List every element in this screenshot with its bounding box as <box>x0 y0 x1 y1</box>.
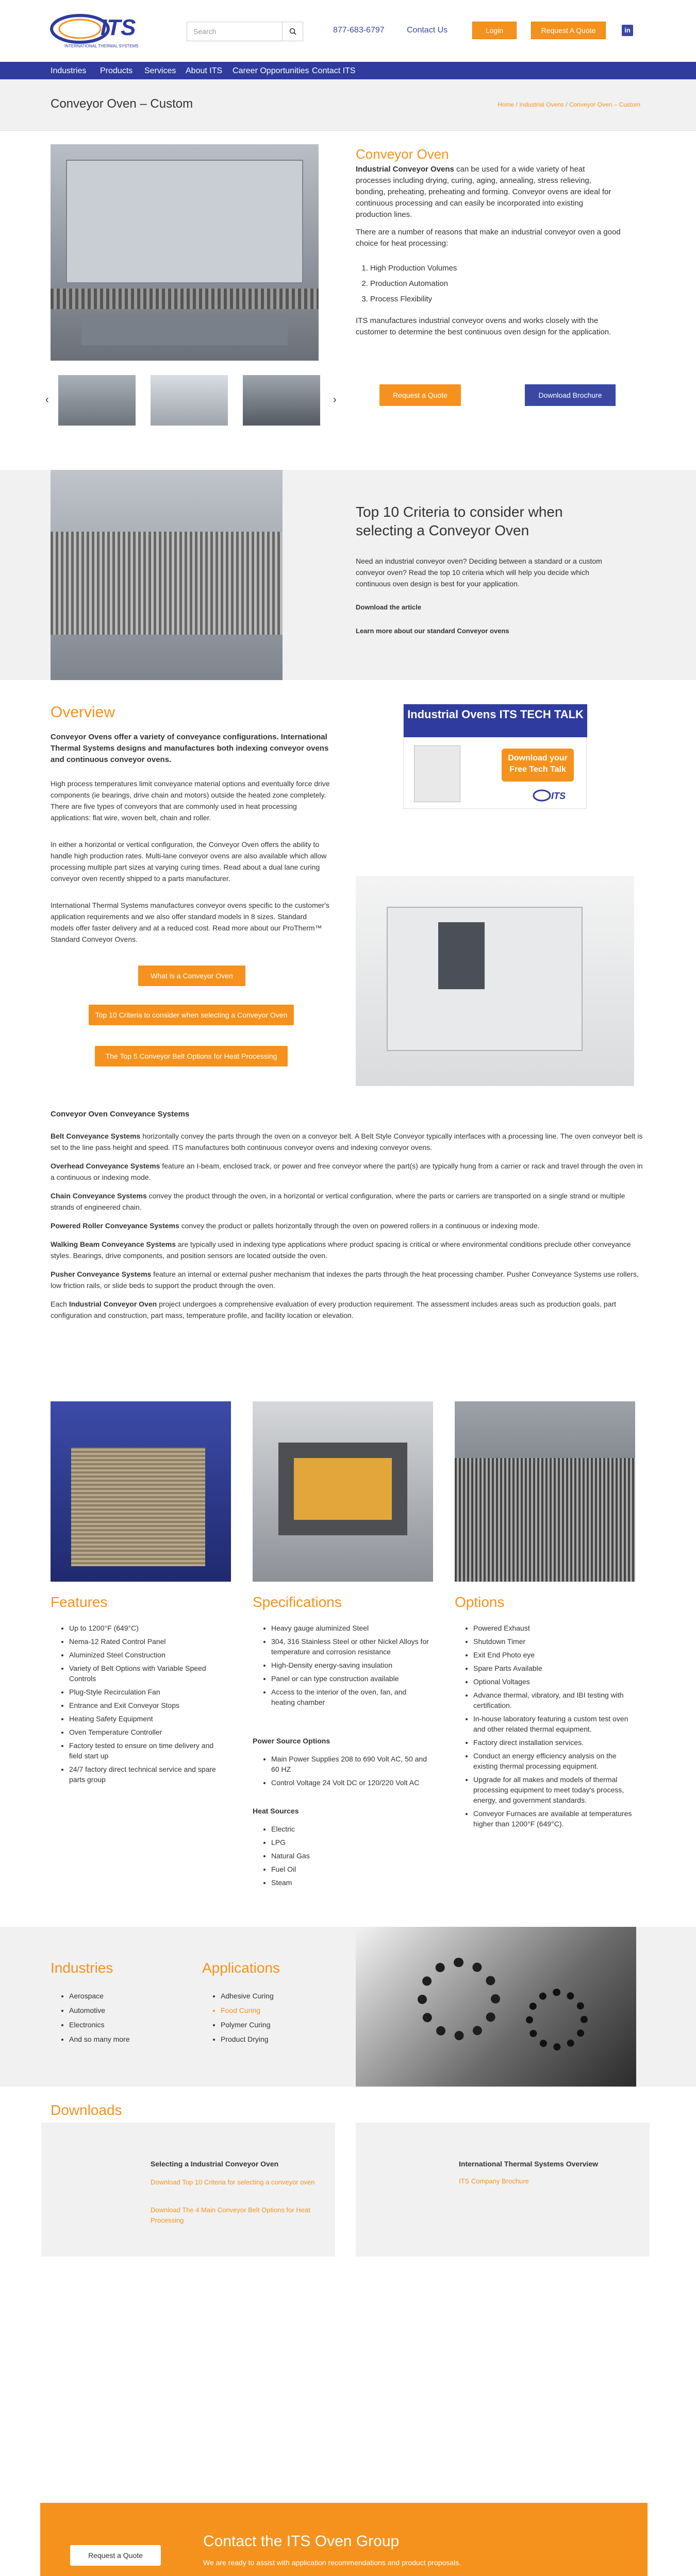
list-item: • Adhesive Curing <box>221 1989 274 2003</box>
site-header <box>0 0 696 62</box>
system-name: Belt Conveyance Systems <box>51 1132 141 1140</box>
list-item: • Product Drying <box>221 2032 274 2046</box>
power-list <box>261 1754 431 1791</box>
systems-closing <box>51 1298 643 1321</box>
search-icon[interactable] <box>282 22 303 41</box>
system-name: Overhead Conveyance Systems <box>51 1162 160 1170</box>
nav-careers[interactable]: Career Opportunities <box>233 66 309 75</box>
list-item: • And so many more <box>69 2032 130 2046</box>
applications-list <box>210 1989 274 2046</box>
system-text: horizontally convey the parts through the oven on a conveyor belt. A Belt Style Conveyor typically interfaces with a processing line. The oven conveyor belt is set to the line pass height and speed. ITS manufactures both continuous conveyor ovens and indexing conveyor ovens. <box>51 1132 643 1151</box>
closing-bold: Industrial Conveyor Oven <box>69 1300 157 1308</box>
intro-p1-text: can be used for a wide variety of heat processes including drying, curing, aging, annealing, stress relieving, bonding, preheating, preheating and forming. Conveyor ovens are ideal for continuous processing and can easily be incorporated into existing production lines. <box>356 165 611 219</box>
tech-talk-title: Industrial Ovens ITS TECH TALK <box>407 708 584 721</box>
heat-source-heading: Heat Sources <box>253 1807 299 1815</box>
gears-photo <box>356 1927 636 2087</box>
list-item: • LPG <box>271 1837 431 1848</box>
cta-request-quote-button[interactable]: Request a Quote <box>70 2545 161 2566</box>
system-text: convey the product through the oven, in a horizontal or vertical configuration, where the parts or carriers are transported on a single strand or multiple strands of engineered chain. <box>51 1192 625 1211</box>
nav-services[interactable]: Services <box>144 66 176 75</box>
list-item: • Up to 1200°F (649°C) <box>69 1623 224 1633</box>
list-item: • Natural Gas <box>271 1851 431 1861</box>
intro-paragraph-1 <box>356 164 621 221</box>
intro-paragraph-2: There are a number of reasons that make an industrial conveyor oven a good choice for heat processing: <box>356 228 621 248</box>
belt-options-button[interactable]: The Top 5 Conveyor Belt Options for Heat Processing <box>95 1046 288 1066</box>
list-item: • Steam <box>271 1877 431 1888</box>
list-item: • Exit End Photo eye <box>473 1650 633 1660</box>
download-article-link[interactable]: Download the article <box>356 603 422 611</box>
overview-heading: Overview <box>51 704 115 721</box>
system-text: feature an internal or external pusher mechanism that indexes the parts through the heat processing chamber. Pusher Conveyance Systems use rollers, low friction rails, or slide beds to support the product through the oven. <box>51 1270 639 1290</box>
thumbnail-1[interactable] <box>58 375 136 426</box>
list-item: • Shutdown Timer <box>473 1636 633 1647</box>
list-item: • Heating Safety Equipment <box>69 1714 224 1724</box>
list-item: • Upgrade for all makes and models of thermal processing equipment to meet today's process, energy, and government standards. <box>473 1774 633 1805</box>
header-contact-link[interactable]: Contact Us <box>407 26 448 35</box>
search-input[interactable] <box>187 22 303 41</box>
page-title-bar <box>0 79 696 131</box>
list-item: • Powered Exhaust <box>473 1623 633 1633</box>
system-chain <box>51 1190 643 1213</box>
system-roller <box>51 1220 643 1231</box>
applications-heading: Applications <box>202 1960 280 1976</box>
downloads-left-box <box>41 2123 335 2257</box>
list-item: • Aluminized Steel Construction <box>69 1650 224 1660</box>
system-text: are typically used in indexing type applications where product spacing is critical or where environmental conditions preclude other conveyance styles. Bearings, drive components, and position sensors are located outside the oven. <box>51 1240 631 1260</box>
list-item: • Fuel Oil <box>271 1864 431 1874</box>
oven-machine-photo <box>356 876 634 1086</box>
downloads-right-box <box>356 2123 650 2257</box>
cta-heading: Contact the ITS Oven Group <box>203 2533 400 2550</box>
intro-paragraph-3: ITS manufactures industrial conveyor ovens and works closely with the customer to determine the best continuous oven design for the application. <box>356 316 611 336</box>
intro-request-quote-button[interactable]: Request a Quote <box>379 384 461 406</box>
list-item: • Oven Temperature Controller <box>69 1727 224 1737</box>
nav-about[interactable]: About ITS <box>186 66 223 75</box>
list-item: • High-Density energy-saving insulation <box>271 1660 431 1670</box>
tech-talk-download-badge: Download your Free Tech Talk <box>502 749 574 782</box>
login-button[interactable]: Login <box>472 22 517 39</box>
criteria-heading: Top 10 Criteria to consider when selecting a Conveyor Oven <box>356 504 563 538</box>
svg-text:ITS: ITS <box>551 791 566 801</box>
thumbnail-3[interactable] <box>243 375 320 426</box>
carousel-next-icon[interactable]: › <box>333 394 337 405</box>
nav-industries[interactable]: Industries <box>51 66 87 75</box>
list-item: • Polymer Curing <box>221 2018 274 2032</box>
list-item: • Factory tested to ensure on time delivery and field start up <box>69 1740 224 1761</box>
downloads-left-title: Selecting a Industrial Conveyor Oven <box>151 2160 279 2168</box>
page-title: Conveyor Oven – Custom <box>51 97 193 111</box>
system-belt <box>51 1130 643 1153</box>
options-list <box>463 1623 633 1832</box>
system-name: Walking Beam Conveyance Systems <box>51 1240 176 1248</box>
conveyor-oven-photo <box>51 144 319 361</box>
list-item: • Conveyor Furnaces are available at temperatures higher than 1200°F (649°C). <box>473 1808 633 1829</box>
download-link-brochure[interactable]: ITS Company Brochure <box>459 2177 529 2185</box>
cta-banner <box>40 2503 648 2576</box>
features-heading: Features <box>51 1594 108 1610</box>
breadcrumb: Home / Industrial Ovens / Conveyor Oven – Custom <box>498 101 640 108</box>
logo-tagline: INTERNATIONAL THERMAL SYSTEMS <box>64 44 139 48</box>
nav-products[interactable]: Products <box>100 66 133 75</box>
list-item: • Factory direct installation services. <box>473 1737 633 1748</box>
overview-paragraph-2: High process temperatures limit conveyance material options and eventually force drive components (ie bearings, drive chain and motors) outside the heated zone completely. There are five types of conveyors that are commonly used in heat processing applications: flat wire, woven belt, chain and roller. <box>51 779 330 822</box>
list-item: • Main Power Supplies 208 to 690 Volt AC, 50 and 60 HZ <box>271 1754 431 1774</box>
mesh-belt-photo <box>455 1401 635 1582</box>
belt-photo <box>51 1401 231 1582</box>
options-heading: Options <box>455 1594 505 1610</box>
power-source-heading: Power Source Options <box>253 1737 330 1745</box>
downloads-right-title: International Thermal Systems Overview <box>459 2160 598 2168</box>
download-brochure-button[interactable]: Download Brochure <box>525 384 616 406</box>
top10-criteria-button[interactable]: Top 10 Criteria to consider when selecting a Conveyor Oven <box>89 1005 294 1025</box>
list-item: • Electronics <box>69 2018 130 2032</box>
download-link-top10[interactable]: Download Top 10 Criteria for selecting a conveyor oven <box>151 2178 315 2186</box>
system-pusher <box>51 1268 643 1291</box>
nav-contact[interactable]: Contact ITS <box>312 66 356 75</box>
overview-paragraph-3: In either a horizontal or vertical configuration, the Conveyor Oven offers the ability to handle high production rates. Multi-lane conveyor ovens are also available which allow processing multiple part sizes at varying curing times. Read about a dual lane curing conveyor oven recently shipped to a parts manufacturer. <box>51 840 327 883</box>
industries-list <box>59 1989 130 2046</box>
cta-subtext: We are ready to assist with application recommendations and product proposals. <box>203 2558 461 2567</box>
list-item: • Advance thermal, vibratory, and IBI testing with certification. <box>473 1690 633 1710</box>
oven-interior-photo <box>253 1401 433 1582</box>
list-item: • Conduct an energy efficiency analysis on the existing thermal processing equipment. <box>473 1751 633 1771</box>
tech-talk-cover <box>414 745 460 802</box>
standard-ovens-link[interactable]: Learn more about our standard Conveyor ovens <box>356 627 509 635</box>
breadcrumb-industrial-ovens[interactable]: Industrial Ovens <box>519 101 564 108</box>
list-item: • Electric <box>271 1824 431 1834</box>
list-item: • Automotive <box>69 2003 130 2018</box>
list-item: • Spare Parts Available <box>473 1663 633 1673</box>
header-phone-link[interactable]: 877-683-6797 <box>333 26 385 35</box>
features-list <box>59 1623 224 1788</box>
overview-paragraph-1: Conveyor Ovens offer a variety of conveyance configurations. International Thermal Systems designs and manufactures both indexing conveyor ovens and continuous conveyor ovens. <box>51 733 329 764</box>
download-link-belt-options[interactable]: Download The 4 Main Conveyor Belt Options for Heat Processing <box>151 2206 310 2224</box>
tech-talk-banner[interactable] <box>403 704 587 809</box>
list-item: • Aerospace <box>69 1989 130 2003</box>
carousel-prev-icon[interactable]: ‹ <box>45 394 49 405</box>
list-item: • Access to the interior of the oven, fan, and heating chamber <box>271 1687 431 1707</box>
systems-heading: Conveyor Oven Conveyance Systems <box>51 1110 190 1118</box>
list-item[interactable]: • Food Curing <box>221 2003 274 2018</box>
list-item: 3. Process Flexibility <box>370 292 618 307</box>
system-name: Pusher Conveyance Systems <box>51 1270 152 1278</box>
list-item: • Heavy gauge aluminized Steel <box>271 1623 431 1633</box>
specs-list <box>261 1623 431 1710</box>
closing-pre: Each <box>51 1300 69 1308</box>
criteria-body: Need an industrial conveyor oven? Deciding between a standard or a custom conveyor oven? Read the top 10 criteria which will help you decide which continuous oven design is best for your application. <box>356 557 602 588</box>
system-name: Chain Conveyance Systems <box>51 1192 147 1200</box>
list-item: • Entrance and Exit Conveyor Stops <box>69 1700 224 1710</box>
list-item: • Panel or can type construction available <box>271 1673 431 1684</box>
list-item: • Control Voltage 24 Volt DC or 120/220 Volt AC <box>271 1777 431 1788</box>
list-item: • Optional Voltages <box>473 1676 633 1687</box>
its-logo[interactable] <box>49 9 178 50</box>
system-name: Powered Roller Conveyance Systems <box>51 1222 179 1230</box>
downloads-heading: Downloads <box>51 2102 122 2118</box>
systems-list <box>51 1130 643 1321</box>
closing-rest: project undergoes a comprehensive evaluation of every production requirement. The assessment includes areas such as production goals, part configuration and construction, part mass, temperature profile, and facility location or elevation. <box>51 1300 616 1319</box>
logo-wordmark: ITS <box>101 15 136 40</box>
list-item: • Nema-12 Rated Control Panel <box>69 1636 224 1647</box>
list-item: • 24/7 factory direct technical service and spare parts group <box>69 1764 224 1785</box>
system-text: convey the product or pallets horizontally through the oven on powered rollers in a continuous or indexing mode. <box>179 1222 540 1230</box>
list-item: 2. Production Automation <box>370 276 618 292</box>
request-quote-button[interactable]: Request A Quote <box>531 22 606 39</box>
breadcrumb-home[interactable]: Home <box>498 101 515 108</box>
search-placeholder: Search <box>193 27 217 36</box>
linkedin-icon[interactable]: in <box>622 25 633 36</box>
thumbnail-2[interactable] <box>151 375 228 426</box>
criteria-photo <box>51 470 283 680</box>
intro-bold: Industrial Conveyor Ovens <box>356 165 454 174</box>
list-item: • Variety of Belt Options with Variable Speed Controls <box>69 1663 224 1684</box>
list-item: • 304, 316 Stainless Steel or other Nickel Alloys for temperature and corrosion resistance <box>271 1636 431 1657</box>
intro-heading: Conveyor Oven <box>356 146 449 162</box>
list-item: • In-house laboratory featuring a custom test oven and other related thermal equipment. <box>473 1714 633 1734</box>
specs-heading: Specifications <box>253 1594 342 1610</box>
industries-heading: Industries <box>51 1960 113 1976</box>
breadcrumb-current: Conveyor Oven – Custom <box>569 101 640 108</box>
heat-list <box>261 1824 431 1891</box>
tech-talk-logo <box>533 788 574 803</box>
overview-paragraph-4: International Thermal Systems manufactures conveyor ovens specific to the customer's application requirements and we also offer standard models in 8 sizes. Standard models offer faster delivery and at a reduced cost. Read more about our ProTherm™ Standard Conveyor Ovens. <box>51 901 329 943</box>
what-is-conveyor-oven-button[interactable]: What is a Conveyor Oven <box>138 965 245 986</box>
reasons-list <box>370 261 618 307</box>
list-item: 1. High Production Volumes <box>370 261 618 276</box>
list-item: • Plug-Style Recirculation Fan <box>69 1687 224 1697</box>
system-walking-beam <box>51 1239 643 1261</box>
main-nav <box>0 62 696 79</box>
system-overhead <box>51 1160 643 1183</box>
system-text: feature an I-beam, enclosed track, or power and free conveyor where the part(s) are typically hung from a carrier or rack and travel through the oven in a continuous or indexing mode. <box>51 1162 643 1181</box>
